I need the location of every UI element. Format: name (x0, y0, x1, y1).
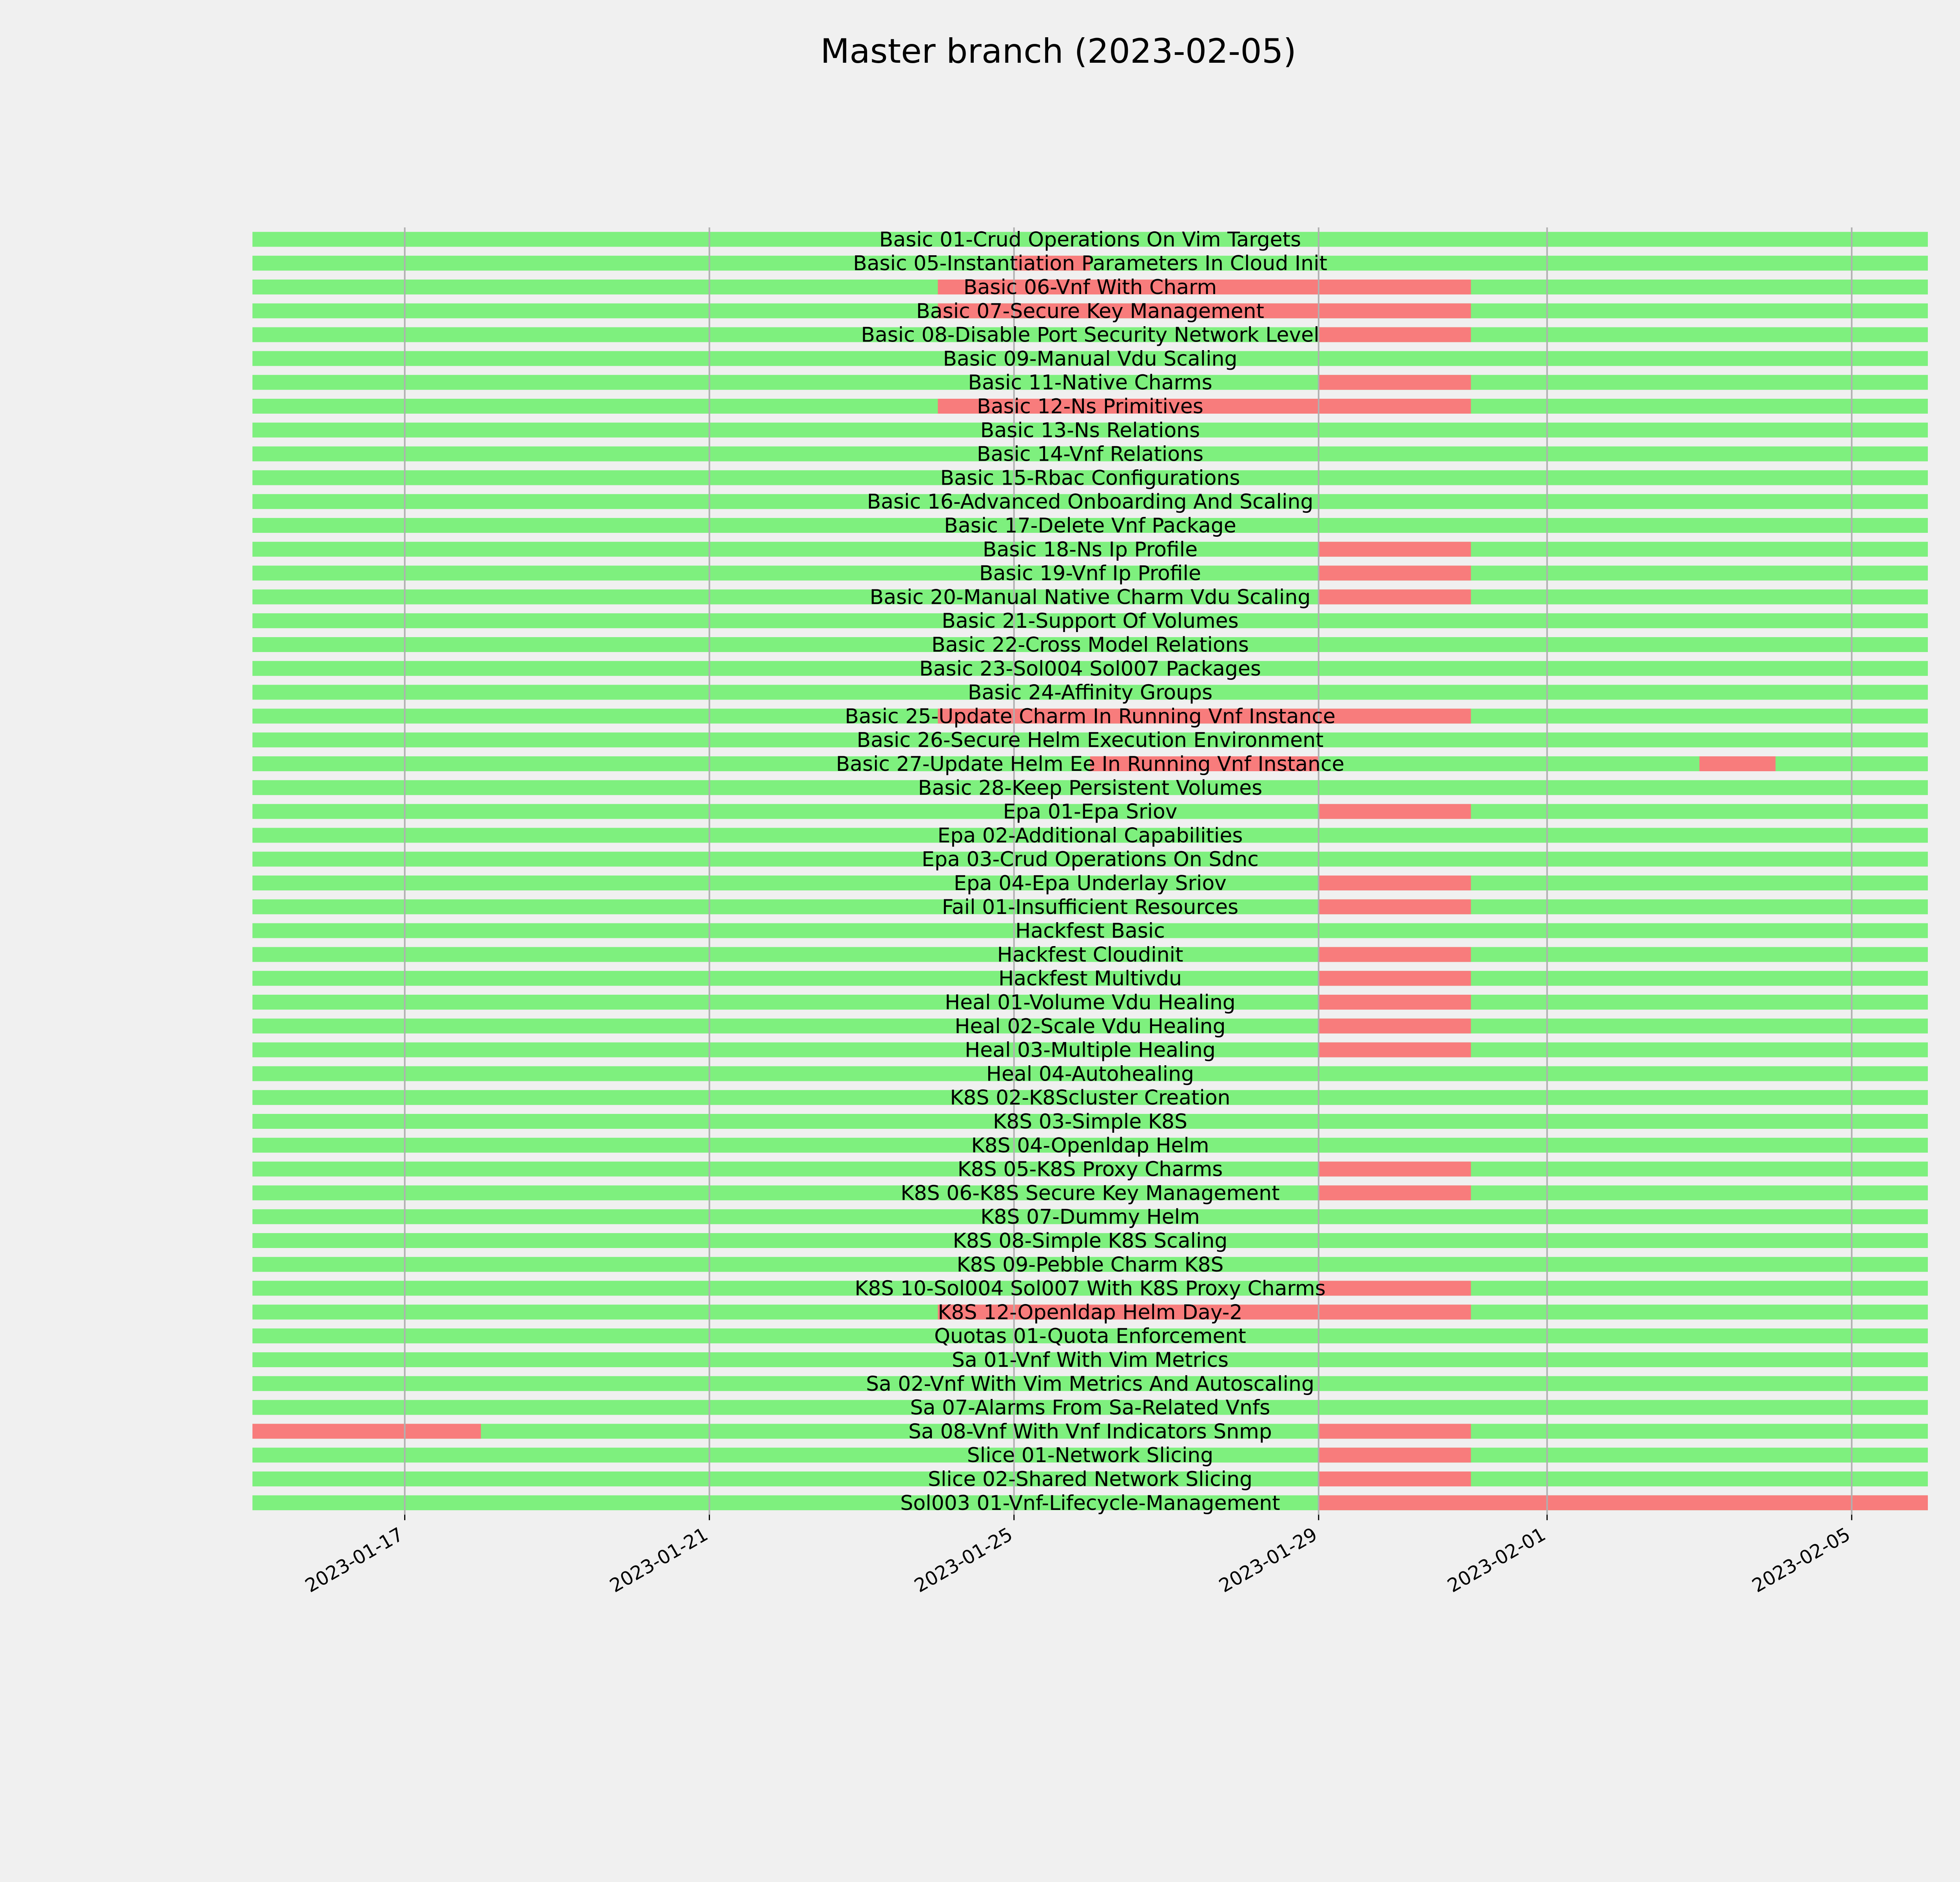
fail-segment (1319, 876, 1471, 890)
row-label: Epa 04-Epa Underlay Sriov (954, 872, 1227, 895)
row-label: Basic 17-Delete Vnf Package (944, 514, 1236, 538)
row-label: Basic 13-Ns Relations (980, 418, 1200, 442)
fail-segment (1319, 375, 1471, 390)
x-tick-label: 2023-01-17 (301, 1523, 407, 1597)
row-label: Heal 02-Scale Vdu Healing (955, 1014, 1226, 1038)
fail-segment (1319, 1471, 1471, 1486)
x-tick-label: 2023-02-01 (1444, 1523, 1550, 1597)
fail-segment (1319, 566, 1471, 581)
row-label: Basic 22-Cross Model Relations (931, 633, 1249, 657)
fail-segment (1319, 899, 1471, 914)
row-label: Sa 08-Vnf With Vnf Indicators Snmp (908, 1420, 1272, 1444)
row-label: K8S 08-Simple K8S Scaling (953, 1229, 1228, 1253)
row-label: K8S 07-Dummy Helm (980, 1205, 1200, 1229)
row-label: Basic 09-Manual Vdu Scaling (943, 347, 1238, 371)
row-label: Heal 01-Volume Vdu Healing (945, 991, 1236, 1014)
row-label: Epa 03-Crud Operations On Sdnc (922, 848, 1259, 872)
row-label: Basic 06-Vnf With Charm (963, 276, 1217, 299)
chart-title: Master branch (2023-02-05) (820, 32, 1297, 71)
row-label: Basic 14-Vnf Relations (976, 442, 1204, 466)
row-label: Basic 16-Advanced Onboarding And Scaling (867, 490, 1314, 514)
fail-segment (1319, 1281, 1471, 1296)
row-label: Basic 21-Support Of Volumes (942, 609, 1239, 633)
fail-segment (1319, 1424, 1471, 1439)
row-label: Slice 01-Network Slicing (967, 1444, 1214, 1468)
row-label: Basic 07-Secure Key Management (916, 299, 1264, 323)
fail-segment (1319, 995, 1471, 1010)
row-label: K8S 12-Openldap Helm Day-2 (938, 1301, 1243, 1324)
row-label: K8S 09-Pebble Charm K8S (956, 1253, 1224, 1277)
x-tick-label: 2023-02-05 (1748, 1523, 1854, 1597)
fail-segment (1319, 589, 1471, 604)
fail-segment (1319, 1185, 1471, 1200)
row-label: Sol003 01-Vnf-Lifecycle-Management (900, 1491, 1280, 1515)
row-label: Basic 28-Keep Persistent Volumes (918, 776, 1263, 800)
fail-segment (1319, 1043, 1471, 1057)
row-label: K8S 02-K8Scluster Creation (950, 1086, 1230, 1110)
row-label: Hackfest Basic (1015, 919, 1165, 943)
row-label: Heal 04-Autohealing (986, 1062, 1194, 1086)
row-label: K8S 04-Openldap Helm (971, 1134, 1209, 1157)
fail-segment (1319, 1495, 1928, 1510)
fail-segment (1319, 1019, 1471, 1034)
x-tick-label: 2023-01-25 (911, 1523, 1016, 1597)
row-label: Epa 02-Additional Capabilities (937, 824, 1243, 848)
x-tick-label: 2023-01-21 (606, 1523, 712, 1597)
x-tick-label: 2023-01-29 (1215, 1523, 1321, 1597)
row-label: Sa 01-Vnf With Vim Metrics (951, 1348, 1229, 1372)
row-label: Basic 01-Crud Operations On Vim Targets (879, 228, 1301, 252)
row-label: Basic 26-Secure Helm Execution Environment (857, 728, 1324, 752)
fail-segment (1319, 542, 1471, 557)
row-label: Basic 08-Disable Port Security Network Level (861, 323, 1319, 347)
fail-segment (1319, 804, 1471, 819)
row-label: Basic 11-Native Charms (968, 371, 1212, 395)
row-label: Slice 02-Shared Network Slicing (927, 1468, 1253, 1491)
row-label: Basic 15-Rbac Configurations (940, 466, 1240, 490)
row-label: Hackfest Cloudinit (997, 943, 1183, 967)
row-label: Basic 20-Manual Native Charm Vdu Scaling (869, 585, 1311, 609)
row-label: Epa 01-Epa Sriov (1003, 800, 1178, 824)
row-label: Basic 25-Update Charm In Running Vnf Instance (845, 705, 1336, 728)
row-label: Fail 01-Insufficient Resources (942, 895, 1239, 919)
row-label: Basic 19-Vnf Ip Profile (979, 561, 1201, 585)
fail-segment (1319, 1162, 1471, 1177)
row-label: K8S 06-K8S Secure Key Management (900, 1181, 1280, 1205)
row-label: Basic 12-Ns Primitives (977, 395, 1203, 418)
row-label: Quotas 01-Quota Enforcement (934, 1324, 1246, 1348)
row-label: Basic 18-Ns Ip Profile (982, 538, 1198, 561)
row-label: K8S 05-K8S Proxy Charms (957, 1157, 1223, 1181)
fail-segment (252, 1424, 481, 1439)
fail-segment (1319, 327, 1471, 342)
row-label: Sa 02-Vnf With Vim Metrics And Autoscaling (866, 1372, 1314, 1396)
row-label: K8S 10-Sol004 Sol007 With K8S Proxy Charms (855, 1277, 1326, 1301)
fail-segment (1319, 947, 1471, 962)
row-label: Basic 05-Instantiation Parameters In Cloud Init (853, 252, 1327, 276)
row-label: Basic 23-Sol004 Sol007 Packages (919, 657, 1261, 681)
row-label: K8S 03-Simple K8S (993, 1110, 1187, 1134)
fail-segment (1319, 1448, 1471, 1462)
row-label: Sa 07-Alarms From Sa-Related Vnfs (910, 1396, 1270, 1420)
row-label: Basic 24-Affinity Groups (967, 681, 1213, 705)
row-label: Heal 03-Multiple Healing (965, 1038, 1216, 1062)
row-label: Hackfest Multivdu (998, 967, 1182, 991)
fail-segment (1699, 756, 1775, 771)
row-label: Basic 27-Update Helm Ee In Running Vnf Instance (836, 752, 1345, 776)
fail-segment (1319, 971, 1471, 986)
